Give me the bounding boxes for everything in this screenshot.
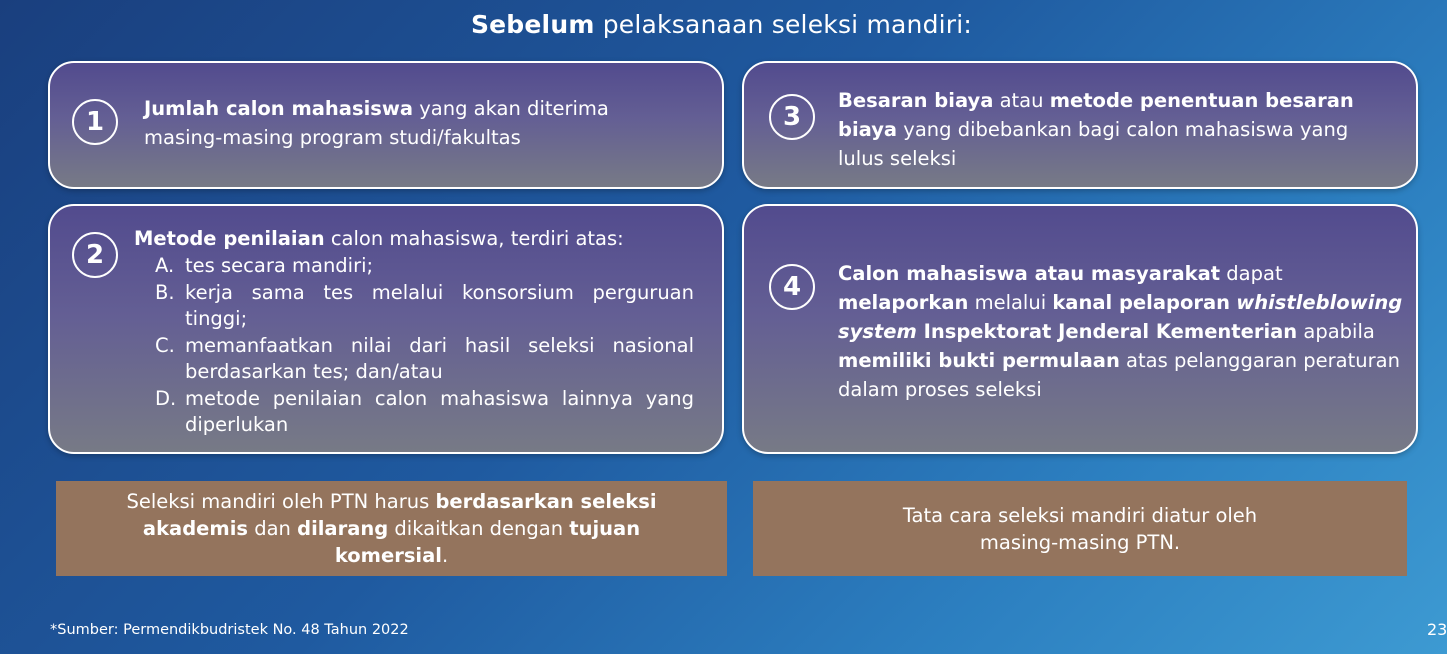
card-4-text-2: melalui [968, 291, 1053, 314]
list-marker: A. [155, 254, 175, 277]
note-1-part: dikaitkan dengan [388, 517, 570, 540]
note-1-part: dan [248, 517, 298, 540]
list-marker: B. [155, 280, 175, 304]
card-2-text [134, 224, 694, 439]
note-1-bold: tujuan komersial [334, 517, 641, 567]
list-item [155, 333, 694, 386]
list-item [155, 280, 694, 333]
card-3 [742, 61, 1418, 189]
list-item [155, 386, 694, 439]
card-4-bold-2: melaporkan [838, 291, 969, 314]
note-1-bold: dilarang [297, 517, 389, 540]
card-2-intro [134, 224, 694, 253]
note-1-part: Seleksi mandiri oleh PTN harus [126, 490, 436, 513]
card-3-text-2: yang dibebankan bagi calon mahasiswa yang lulus seleksi [838, 118, 1349, 170]
slide-title [0, 10, 1443, 39]
title-rest: pelaksanaan seleksi mandiri: [594, 10, 973, 39]
note-1-bold: berdasarkan seleksi akademis [142, 490, 657, 540]
card-4-bold-3: kanal pelaporan [1052, 291, 1231, 314]
card-4-bold-5: memiliki bukti permulaan [838, 349, 1120, 372]
card-3-bold-1: Besaran biaya [838, 89, 994, 112]
note-academic-selection [56, 481, 727, 576]
card-4-text-1: dapat [1220, 262, 1283, 285]
list-item [155, 253, 694, 280]
card-4-text-4: apabila [1297, 320, 1375, 343]
note-1-part: . [441, 544, 449, 567]
source-footnote: *Sumber: Permendikbudristek No. 48 Tahun 2022 [50, 622, 409, 638]
card-4 [742, 204, 1418, 454]
card-3-bold-2: metode penentuan besaran biaya [838, 89, 1354, 141]
number-badge-2: 2 [72, 232, 118, 278]
list-item-text: kerja sama tes melalui konsorsium perguruan tinggi; [185, 280, 694, 330]
card-3-text-1: atau [993, 89, 1050, 112]
list-item-text: tes secara mandiri; [185, 254, 374, 277]
card-2-bold: Metode penilaian [134, 227, 325, 250]
title-bold: Sebelum [470, 10, 595, 39]
card-2 [48, 204, 724, 454]
assessment-method-list [155, 253, 694, 439]
note-procedure [753, 481, 1407, 576]
card-3-text [838, 86, 1393, 173]
card-1-bold: Jumlah calon mahasiswa [144, 97, 414, 120]
card-2-intro-rest: calon mahasiswa, terdiri atas: [324, 227, 624, 250]
card-4-bold-1: Calon mahasiswa atau masyarakat [838, 262, 1221, 285]
card-4-text [838, 259, 1408, 404]
list-marker: C. [155, 333, 175, 357]
number-badge-3: 3 [769, 94, 815, 140]
card-4-italic: whistleblowing system [838, 291, 1403, 343]
card-1-rest: yang akan diterima masing-masing program studi/fakultas [144, 97, 609, 149]
note-2-text: Tata cara seleksi mandiri diatur oleh masing-masing PTN. [902, 503, 1258, 554]
page-number: 23 [1427, 620, 1447, 639]
list-item-text: metode penilaian calon mahasiswa lainnya yang diperlukan [185, 386, 694, 436]
note-1-text [112, 488, 672, 569]
list-item-text: memanfaatkan nilai dari hasil seleksi nasional berdasarkan tes; dan/atau [185, 333, 694, 383]
number-badge-4: 4 [769, 264, 815, 310]
card-1 [48, 61, 724, 189]
card-4-bold-4: Inspektorat Jenderal Kementerian [916, 320, 1298, 343]
card-4-text-5: atas pelanggaran peraturan dalam proses seleksi [838, 349, 1400, 401]
number-badge-1: 1 [72, 99, 118, 145]
card-1-text [144, 94, 684, 152]
list-marker: D. [155, 386, 177, 410]
